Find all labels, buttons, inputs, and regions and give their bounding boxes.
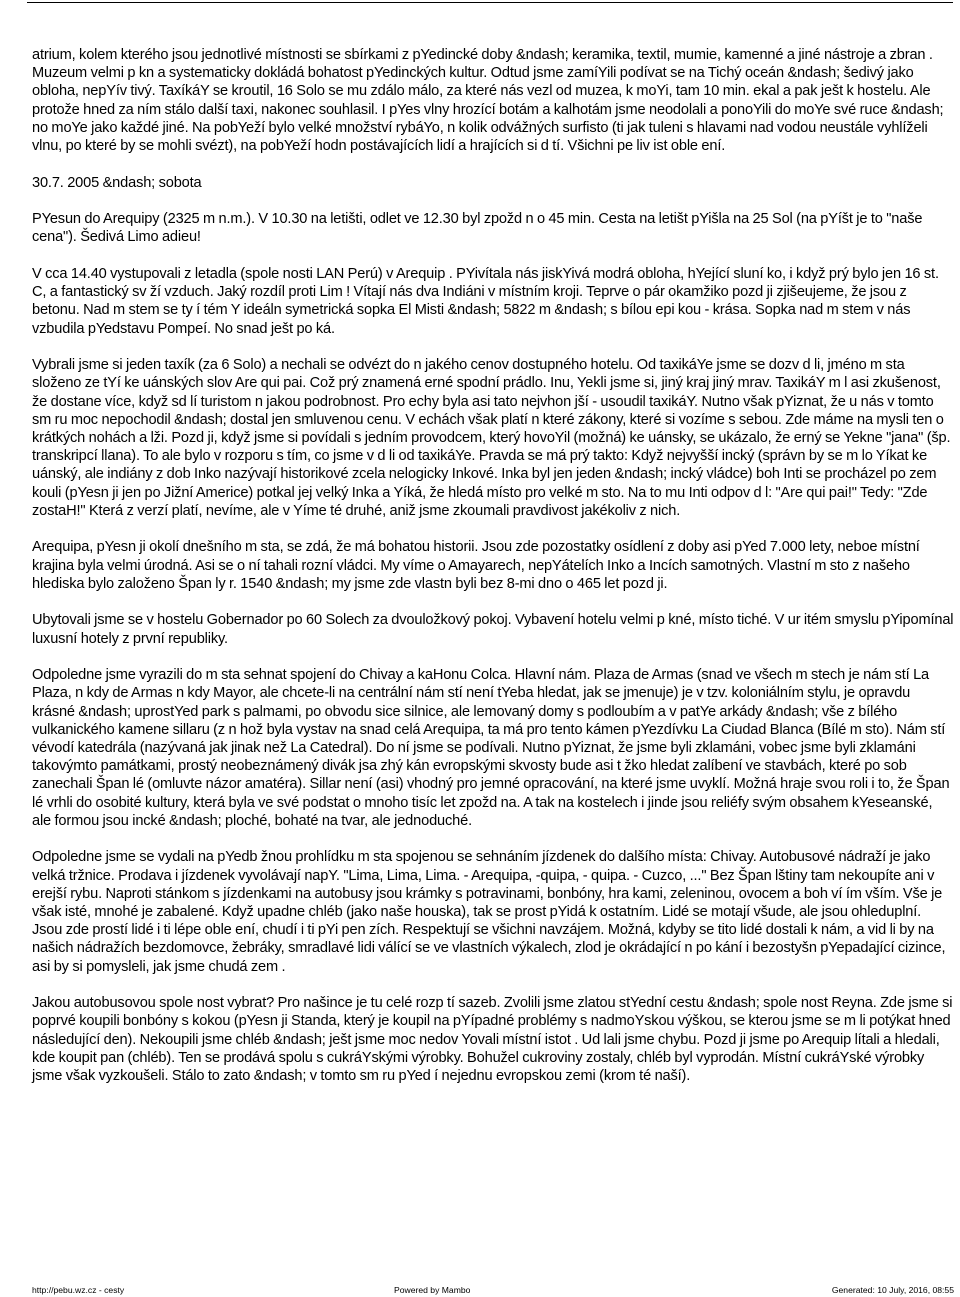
paragraph: Arequipa, pYesn ji okolí dnešního m sta, se zdá, že má bohatou historii. Jsou zde pozostatky osídlení z doby asi pYed 7.000 lety, neboe místní krajina byla velmi úrodná. Asi se o ní tahali rozní vládci. My víme o Amayarech, nepYátelích Inko a Incích samotných. Vlastní m sto z našeho hlediska bylo založeno Špan ly r. 1540 &ndash; my jsme zde vlastn byli bez 8-mi dno o 465 let pozd ji. [32,539,920,592]
date-heading: 30.7. 2005 &ndash; sobota [32,174,202,191]
paragraph: Odpoledne jsme vyrazili do m sta sehnat spojení do Chivay a kaHonu Colca. Hlavní nám. Plaza de Armas (snad ve všech m stech je nám stí La Plaza, n kdy de Armas n kdy Mayor, ale chcete-li na centrální nám stí není tYeba hledat, jak se jmenuje) je v tzv. koloniálním stylu, je opravdu krásné &ndash; uprostYed park s palmami, po obvodu sice silnice, ale lemovaný domy s podloubím a v patYe arkády &ndash; vše z bílého vulkanického kamene sillaru (z n hož byla vystav na snad celá Arequipa, ta má pro tento kámen pYezdívku La Ciudad Blanca (Bílé m sto). Nám stí vévodí katedrála (nazývaná jak jinak než La Catedral). Do ní jsme se podívali. Nutno pYiznat, že jsme byli zklamáni, vobec jsme byli zklamáni takovýmto památkami, prostý neobeznámený divák jsa zhý kán evropskými skvosty bude asi t žko hledat zalíbení ve stavbách, které po sob zanechali Špan lé (omluvte názor amatéra). Sillar není (asi) vhodný pro jemné opracování, na které jsme uvyklí. Možná hraje svou roli i to, že Špan lé vrhli do osobité kultury, která byla ve své podstat o mnoho tisíc let zpožd na. A tak na kostelech i jinde jsou reliéfy svým obsahem kYeseanské, ale formou jsou incké &ndash; ploché, bohaté na tvar, ale jednoduché. [32,667,950,829]
paragraph: Odpoledne jsme se vydali na pYedb žnou prohlídku m sta spojenou se sehnáním jízdenek do dalšího místa: Chivay. Autobusové nádraží je jako velká tržnice. Prodava i jízdenek vyvolávají napY. "Lima, Lima, Lima. - Arequipa, -quipa, - quipa. - Cuzco, ..." Bez Špan lštiny tam nekoupíte ani v erejší rybu. Naproti stánkom s jízdenkami na autobusy jsou krámky s potravinami, bonbóny, hra kami, zeleninou, ovocem a boh ví ím vším. Vše je však isté, mnohé je zabalené. Když upadne chléb (jako naše houska), tak se prost pYidá k ostatním. Lidé se motají všude, ale jsou ohleduplní. Jsou zde prostí lidé i ti lépe oble ení, chudí i ti pYi pen zích. Respektují se všichni navzájem. Možná, kdyby se tito lidé dostali k nám, a vid li by na našich nádražích bezdomovce, žebráky, smradlavé lidi válící se ve vlastních výkalech, zlod je okrádající n po kání i bezostyšn pYepadající cizince, asi by si pomysleli, jak jsme chudá zem . [32,849,946,975]
paragraph: Vybrali jsme si jeden taxík (za 6 Solo) a nechali se odvézt do n jakého cenov dostupného hotelu. Od taxikáYe jsme se dozv d li, jméno m sta složeno ze tYí ke uánských slov Are qui pai. Což prý znamená erné spodní prádlo. Inu, Yekli jsme si, jiný kraj jiný mrav. TaxikáY m l asi zkušenost, že dostane více, když sd lí turistom n jakou podrobnost. Pro echy byla asi tato nejvhon jší - usoudil taxikáY. Nutno však pYiznat, že u nás v tomto sm ru moc nepochodil &ndash; dostal jen smluvenou cenu. V echách však platí n které zákony, které si vozíme s sebou. Zde máme na mysli ten o krátkých nohách a lži. Pozd ji, když jsme si povídali s jedním provodcem, který hovoYil (možná) ke uánsky, se ukázalo, že erný se Yekne "jana" (šp. transkripcí llana). To ale bylo v rozporu s tím, co jsme v d li od taxikáYe. Pravda se má prý takto: Když nejvyšší incký (správn by se m lo Yíkat ke uánský, ale indiány z dob Inko nazývají historikové zcela nelogicky Inkové. Inka byl jen jeden &ndash; incký vládce) boh Inti se procházel po zem kouli (pYesn ji jen po Jižní Americe) potkal jej velký Inka a Yíká, že hledá místo pro velké m sto. Na to mu Inti odpov d l: "Are qui pai!" Tedy: "Zde zostaH!" Která z verzí platí, nevíme, ale v Yíme té druhé, aniž jsme zkoumali pravdivost jakékoliv z nich. [32,357,951,519]
paragraph: V cca 14.40 vystupovali z letadla (spole nosti LAN Perú) v Arequip . PYivítala nás jiskYivá modrá obloha, hYející sluní ko, i když prý bylo jen 16 st. C, a fantastický sv ží vzduch. Jaký rozdíl proti Lim ! Vítají nás dva Indiáni v místním kroji. Teprve o pár okamžiko pozd ji zjišeujeme, že jsou z betonu. Nad m stem se ty í tém Y ideáln symetrická sopka El Misti &ndash; 5822 m &ndash; s bílou epi kou - krása. Sopka nad m stem v nás vzbudila pYedstavu Pompeí. No snad ješt po ká. [32,266,939,337]
document-body [32,46,954,1104]
footer-site-link[interactable]: http://pebu.wz.cz - cesty [32,1285,125,1295]
footer-powered-by: Powered by Mambo [394,1285,471,1295]
paragraph: atrium, kolem kterého jsou jednotlivé místnosti se sbírkami z pYedincké doby &ndash; keramika, textil, mumie, kamenné a jiné nástroje a zbran . Muzeum velmi p kn a systematicky dokládá bohatost pYedinckých kultur. Odtud jsme zamíYili podívat se na Tichý oceán &ndash; šedivý jako obloha, nepYív tivý. TaxíkáY se kroutil, 16 Solo se mu zdálo málo, za které nás vezl od muzea, k moYi, tam 10 min. ekal a pak ješt k hostelu. Ale protože hned za ním stálo další taxi, nakonec souhlasil. I pYes vlny hrozící botám a kalhotám jsme neodolali a ponoYili do moYe své ruce &ndash; no moYe jako každé jiné. Na pobYeží bylo velké množství rybáYo, n kolik odvážných surfisto (ti jak tuleni s hlavami nad vodou neustále vyhlíželi vlnu, po které by se mohli svézt), na pobYeží hodn postávajících lidí a hrajících si d tí. Všichni pe liv ist oble ení. [32,47,944,155]
page-footer [32,1285,954,1295]
footer-generated-date: Generated: 10 July, 2016, 08:55 [831,1285,954,1295]
paragraph: Jakou autobusovou spole nost vybrat? Pro našince je tu celé rozp tí sazeb. Zvolili jsme zlatou stYední cestu &ndash; spole nost Reyna. Zde jsme si poprvé koupili bonbóny s kokou (pYesn ji Standa, který je koupil na pYípadné problémy s nadmoYskou výškou, se kterou jsme se m li potýkat hned následující den). Nekoupili jsme chléb &ndash; ješt jsme moc nedov Yovali místní istot . Ud lali jsme chybu. Pozd ji jsme po Arequip lítali a hledali, kde koupit pan (chléb). Ten se prodává spolu s cukráYskými výrobky. Bohužel cukroviny zostaly, chléb byl vyprodán. Místní cukráYské výrobky jsme však vyzkoušeli. Stálo to zato &ndash; v tomto sm ru pYed í nejednu evropskou zemi (krom té naší). [32,995,953,1085]
paragraph: PYesun do Arequipy (2325 m n.m.). V 10.30 na letišti, odlet ve 12.30 byl zpožd n o 45 min. Cesta na letišt pYišla na 25 Sol (na pYíšt je to "naše cena"). Šedivá Limo adieu! [32,211,923,246]
top-rule [27,2,953,3]
paragraph: Ubytovali jsme se v hostelu Gobernador po 60 Solech za dvouložkový pokoj. Vybavení hotelu velmi p kné, místo tiché. V ur itém smyslu pYipomínal luxusní hotely z první republiky. [32,612,954,647]
